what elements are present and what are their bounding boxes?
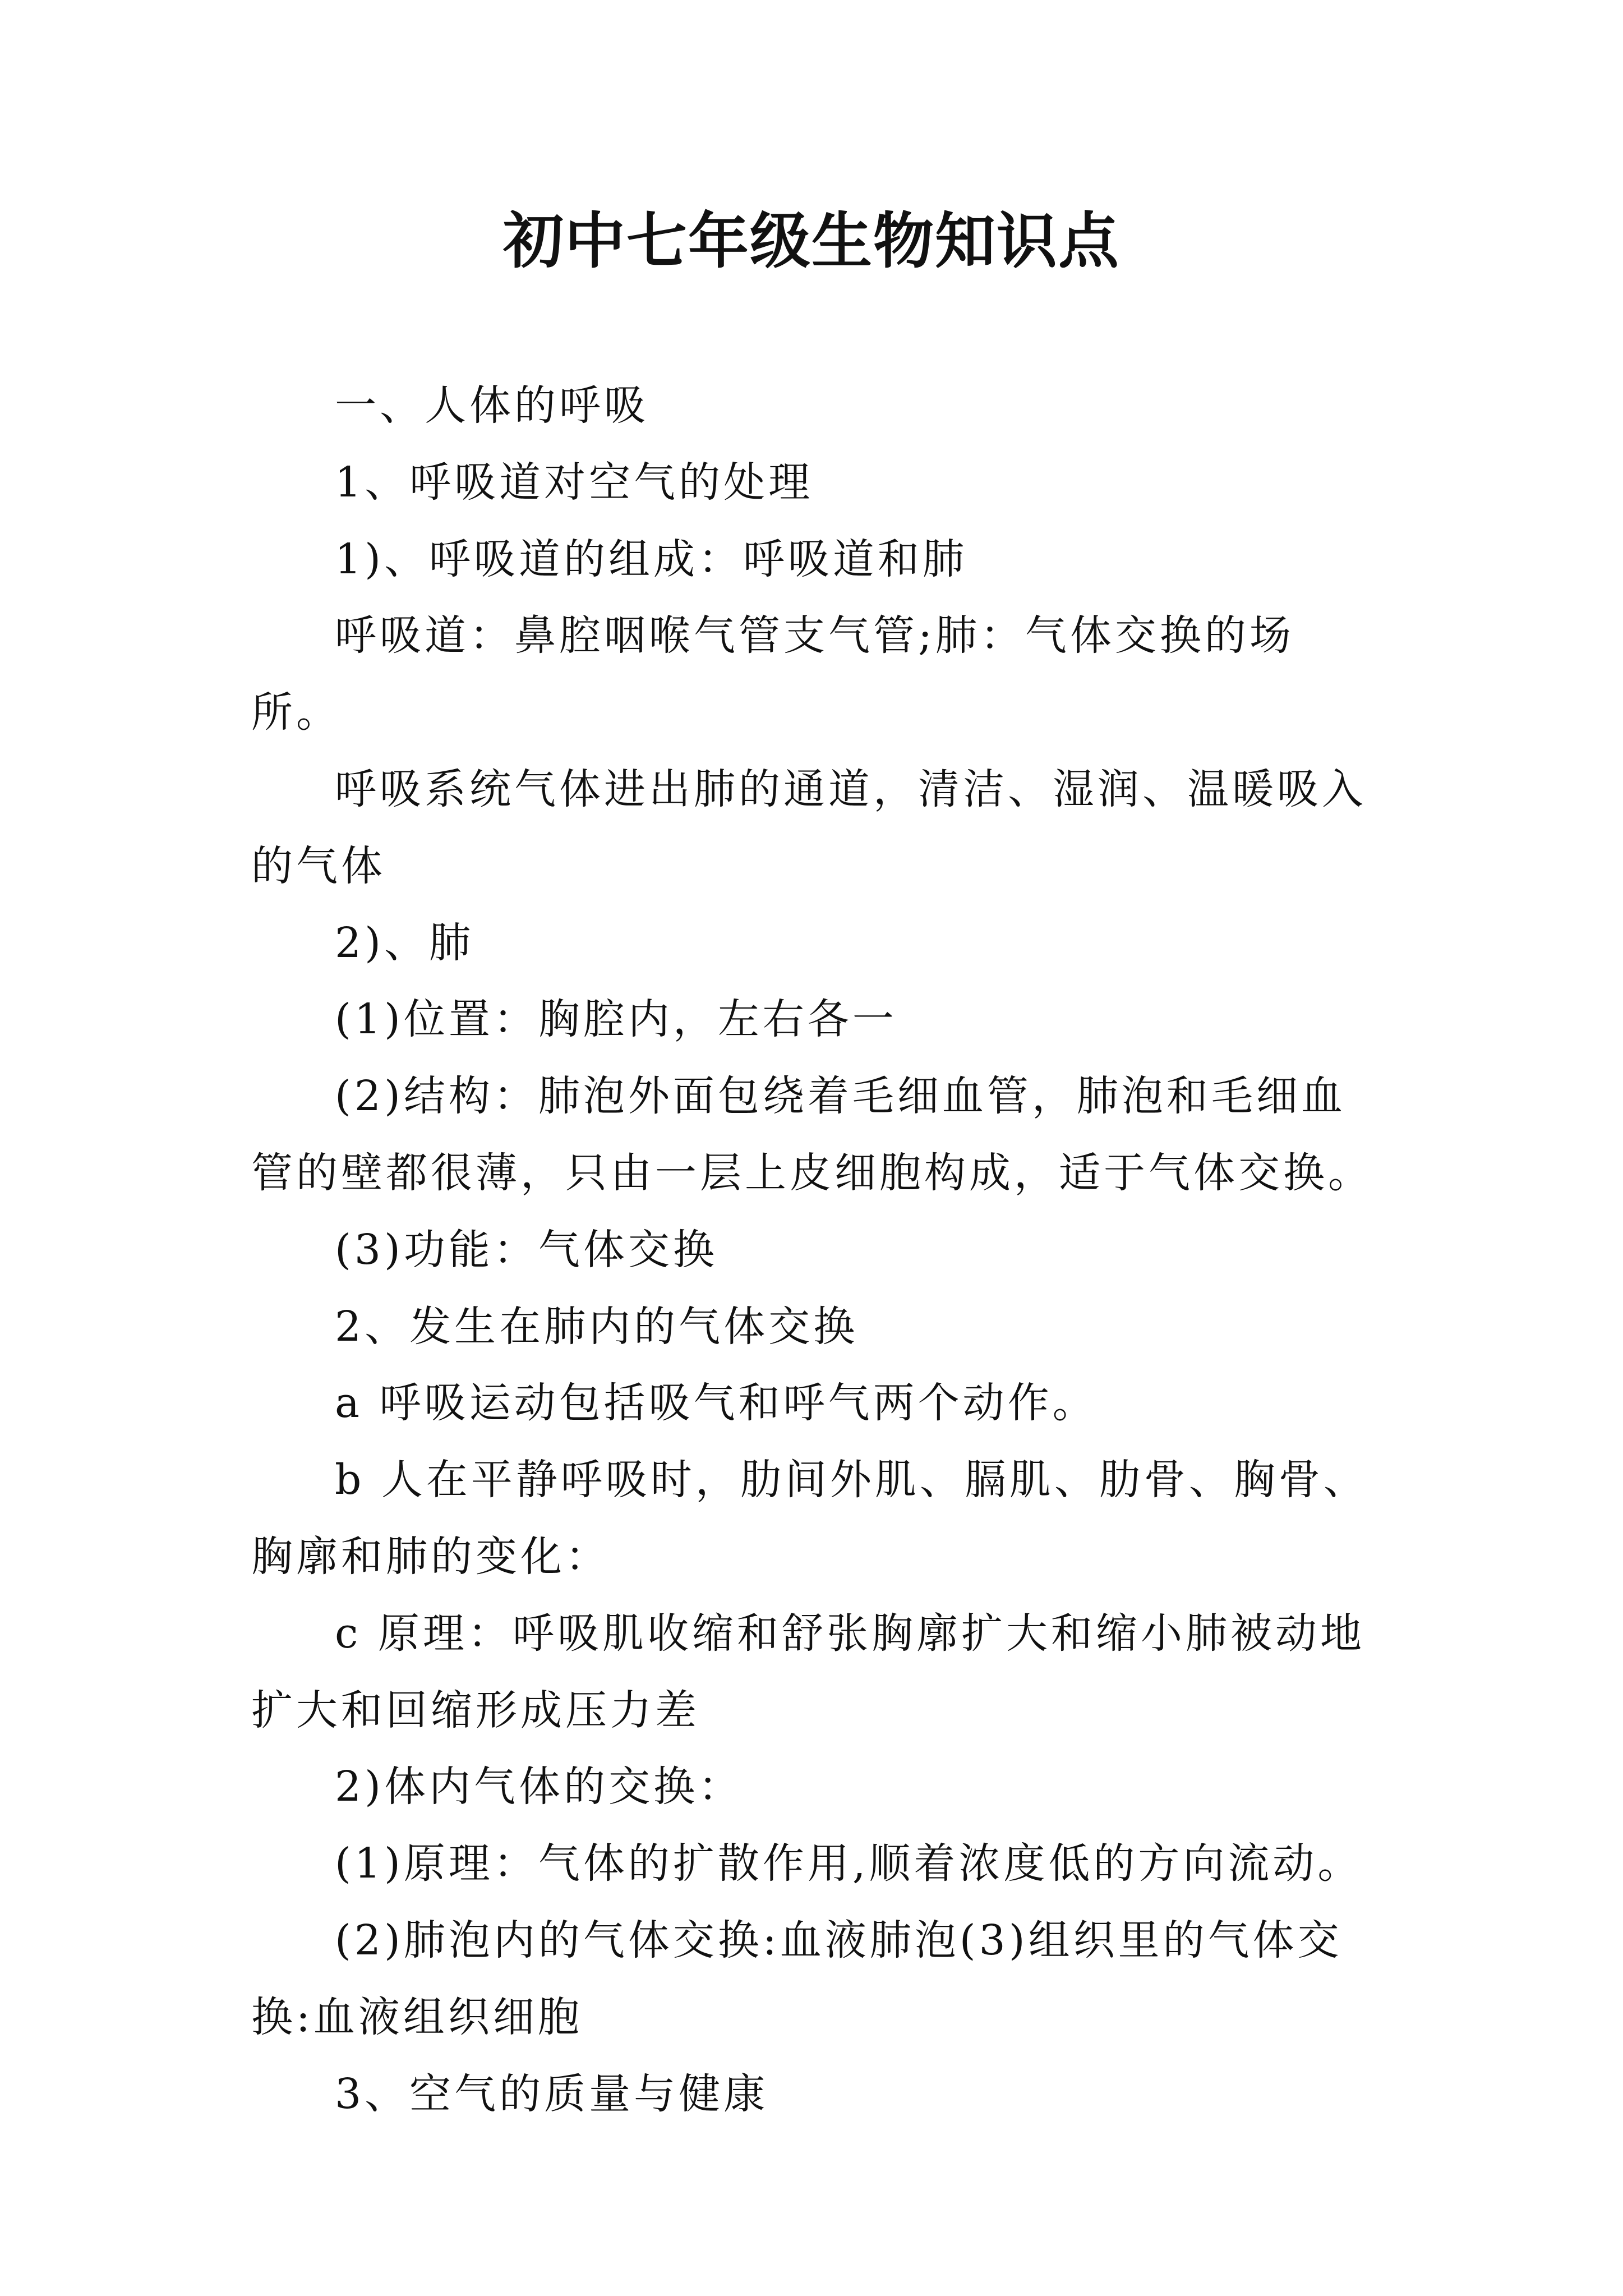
subsection-heading: 3、空气的质量与健康 (335, 2069, 769, 2118)
section-heading-respiration: 一、人体的呼吸 (335, 381, 649, 430)
subsection-heading: 1、呼吸道对空气的处理 (335, 458, 814, 507)
paragraph: 呼吸系统气体进出肺的通道，清洁、湿润、温暖吸入的气体 (251, 765, 1367, 890)
paragraph: c 原理：呼吸肌收缩和舒张胸廓扩大和缩小肺被动地扩大和回缩形成压力差 (251, 1609, 1365, 1734)
paragraph: (3)功能：气体交换 (335, 1225, 718, 1274)
paragraph: 1)、呼吸道的组成：呼吸道和肺 (335, 535, 967, 583)
paragraph: 2)、肺 (335, 918, 474, 967)
subsection-heading: 2、发生在肺内的气体交换 (335, 1302, 859, 1351)
paragraph: a 呼吸运动包括吸气和呼气两个动作。 (335, 1379, 1098, 1428)
document-title: 初中七年级生物知识点 (502, 206, 1120, 277)
paragraph: 2)体内气体的交换： (335, 1763, 743, 1811)
paragraph: (1)原理：气体的扩散作用,顺着浓度低的方向流动。 (335, 1839, 1363, 1888)
paragraph: (1)位置：胸腔内，左右各一 (335, 995, 897, 1044)
paragraph: (2)肺泡内的气体交换:血液肺泡(3)组织里的气体交换:血液组织细胞 (251, 1916, 1343, 2041)
paragraph: 呼吸道：鼻腔咽喉气管支气管;肺：气体交换的场所。 (251, 611, 1294, 737)
paragraph: b 人在平静呼吸时，肋间外肌、膈肌、肋骨、胸骨、胸廓和肺的变化： (251, 1456, 1368, 1581)
document-body (251, 367, 1381, 2132)
paragraph: (2)结构：肺泡外面包绕着毛细血管，肺泡和毛细血管的壁都很薄，只由一层上皮细胞构成，适于气体交换。 (251, 1072, 1373, 1197)
